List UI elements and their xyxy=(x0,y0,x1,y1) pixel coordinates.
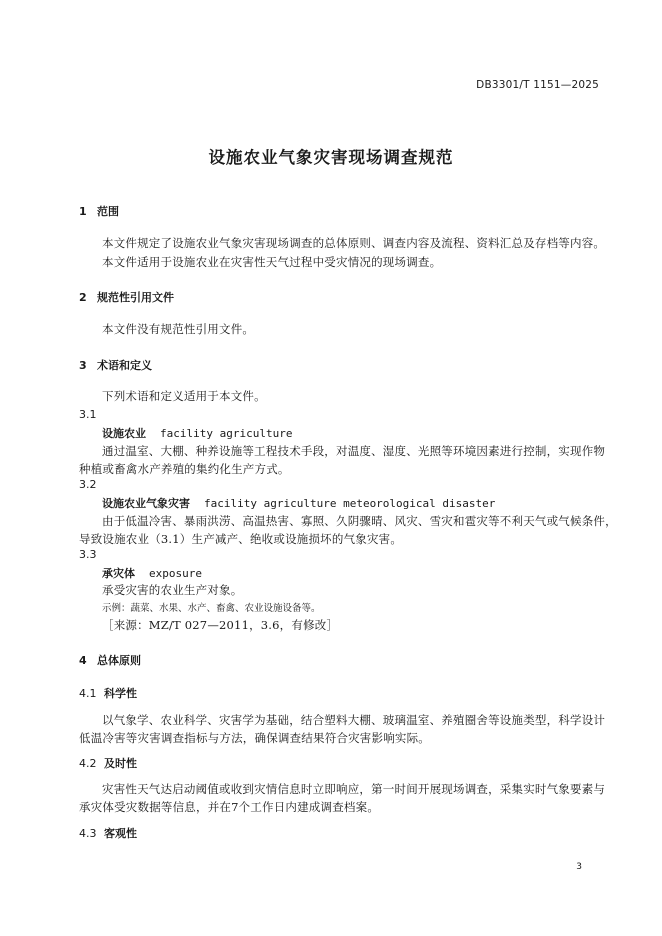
example-note: 示例：蔬菜、水果、水产、畜禽、农业设施设备等。 xyxy=(102,603,321,614)
standard-number: DB3301/T 1151—2025 xyxy=(476,79,599,91)
paragraph: 承灾体受灾数据等信息，并在7个工作日内建成调查档案。 xyxy=(79,800,380,814)
paragraph: 本文件没有规范性引用文件。 xyxy=(102,322,255,336)
subsection-4-1-heading xyxy=(79,685,137,701)
paragraph: 本文件适用于设施农业在灾害性天气过程中受灾情况的现场调查。 xyxy=(102,255,442,269)
definition: 由于低温冷害、暴雨洪涝、高温热害、寡照、久阴骤晴、风灾、雪灾和雹灾等不利天气或气候条件， xyxy=(102,514,617,528)
paragraph: 低温冷害等灾害调查指标与方法，确保调查结果符合灾害影响实际。 xyxy=(79,731,430,745)
paragraph: 下列术语和定义适用于本文件。 xyxy=(102,389,266,403)
subsection-4-2-heading xyxy=(79,755,137,771)
source-note: ［来源：MZ/T 027—2011，3.6，有修改］ xyxy=(102,618,339,632)
term-en: facility agriculture xyxy=(160,427,293,440)
section-title: 术语和定义 xyxy=(97,359,152,372)
section-number: 3 xyxy=(79,359,87,372)
term-zh: 设施农业 xyxy=(102,427,146,440)
term-number: 3.3 xyxy=(79,548,97,561)
term-heading xyxy=(102,565,202,581)
section-title: 总体原则 xyxy=(97,654,141,667)
term-heading xyxy=(102,495,495,511)
section-3-heading xyxy=(79,357,152,373)
subsection-number: 4.2 xyxy=(79,757,97,770)
term-number: 3.1 xyxy=(79,408,97,421)
section-2-heading xyxy=(79,289,174,305)
term-heading xyxy=(102,425,292,441)
term-en: facility agriculture meteorological disaster xyxy=(204,497,496,510)
section-1-heading xyxy=(79,203,119,219)
definition: 种植或畜禽水产养殖的集约化生产方式。 xyxy=(79,462,290,476)
paragraph: 灾害性天气达启动阈值或收到灾情信息时立即响应，第一时间开展现场调查，采集实时气象要素与 xyxy=(102,782,606,796)
term-number: 3.2 xyxy=(79,478,97,491)
term-en: exposure xyxy=(149,567,202,580)
subsection-number: 4.1 xyxy=(79,687,97,700)
paragraph: 本文件规定了设施农业气象灾害现场调查的总体原则、调查内容及流程、资料汇总及存档等内容。 xyxy=(102,236,606,250)
section-number: 4 xyxy=(79,654,87,667)
section-number: 1 xyxy=(79,205,87,218)
definition: 导致设施农业（3.1）生产减产、绝收或设施损坏的气象灾害。 xyxy=(79,532,403,546)
subsection-4-3-heading xyxy=(79,825,137,841)
section-number: 2 xyxy=(79,291,87,304)
definition: 通过温室、大棚、种养设施等工程技术手段，对温度、湿度、光照等环境因素进行控制，实现作物 xyxy=(102,444,606,458)
subsection-number: 4.3 xyxy=(79,827,97,840)
subsection-title: 客观性 xyxy=(104,827,137,840)
document-title: 设施农业气象灾害现场调查规范 xyxy=(208,148,454,167)
page-number: 3 xyxy=(576,862,582,872)
definition: 承受灾害的农业生产对象。 xyxy=(102,583,243,597)
paragraph: 以气象学、农业科学、灾害学为基础，结合塑料大棚、玻璃温室、养殖圈舍等设施类型，科学设计 xyxy=(102,713,606,727)
section-title: 规范性引用文件 xyxy=(97,291,174,304)
term-zh: 设施农业气象灾害 xyxy=(102,497,190,510)
term-zh: 承灾体 xyxy=(102,567,135,580)
section-4-heading xyxy=(79,652,141,668)
subsection-title: 科学性 xyxy=(104,687,137,700)
section-title: 范围 xyxy=(97,205,119,218)
subsection-title: 及时性 xyxy=(104,757,137,770)
